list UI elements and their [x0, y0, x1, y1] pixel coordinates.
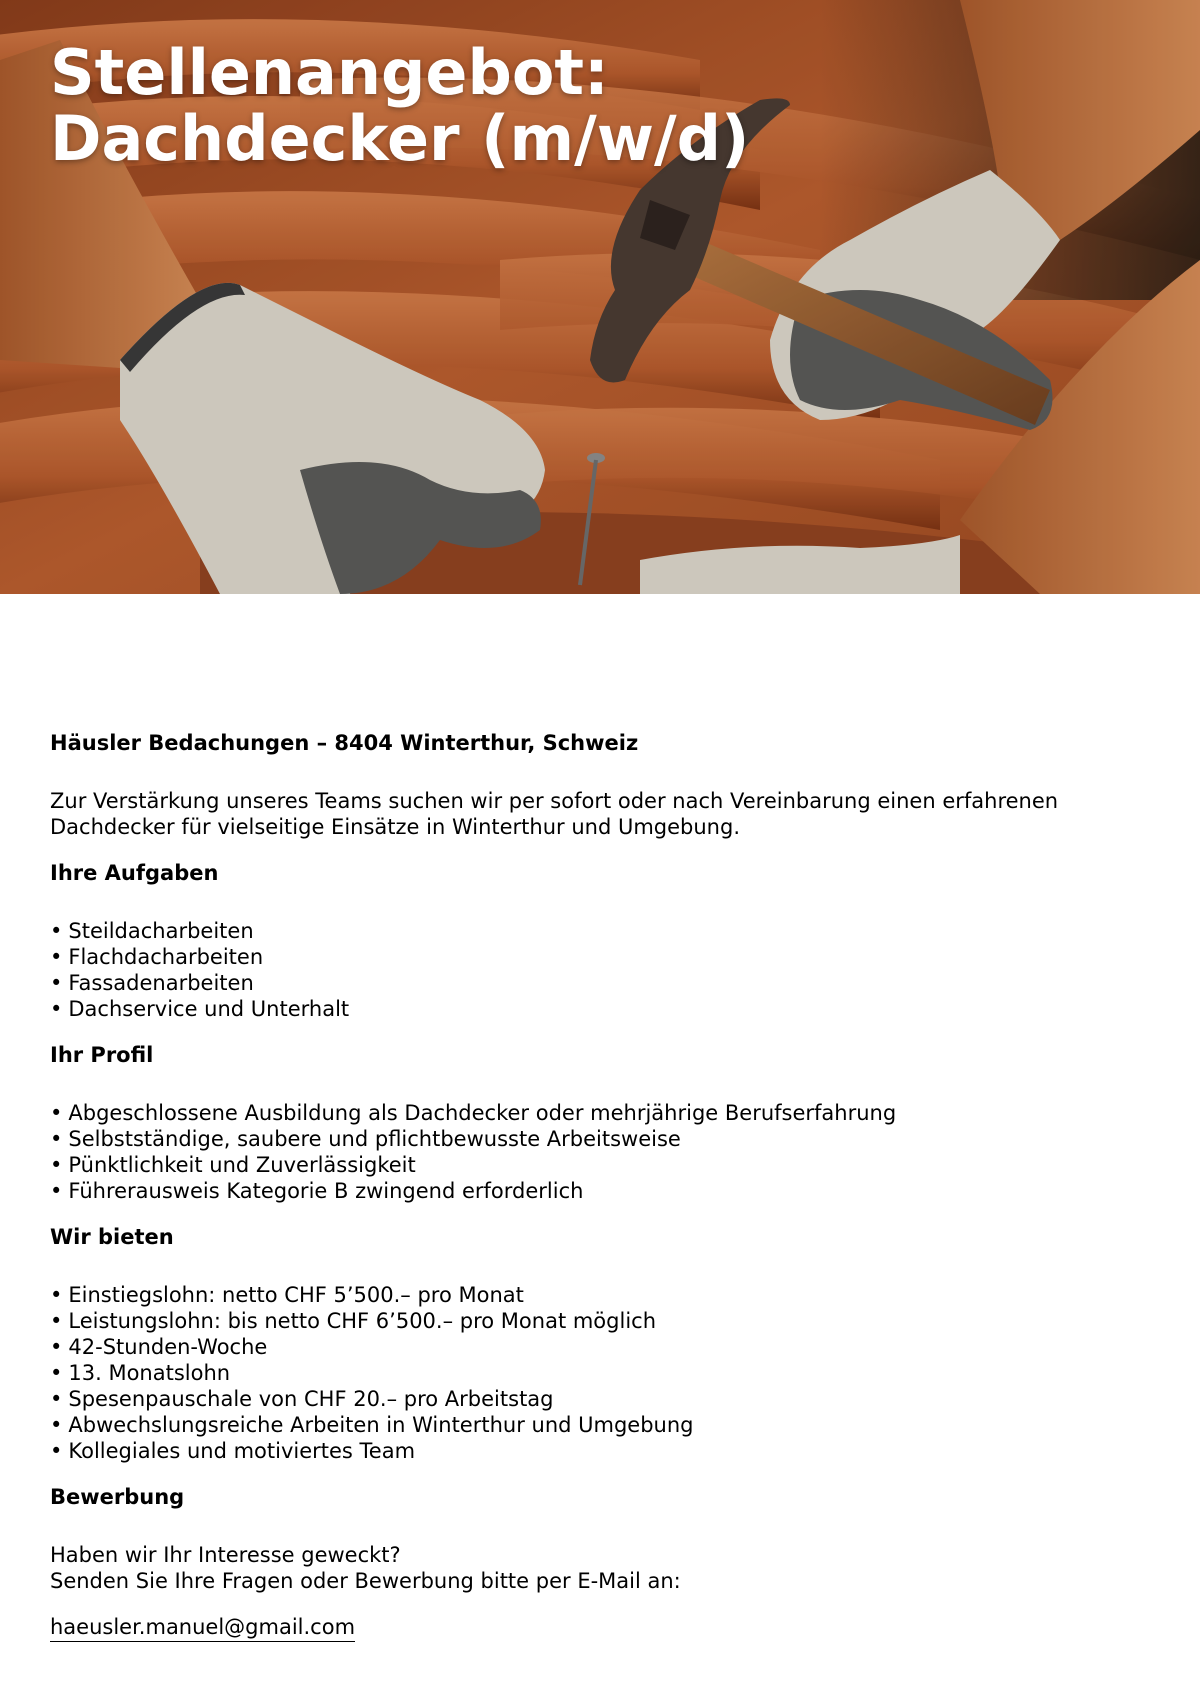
- hero-image: [0, 0, 1200, 594]
- bullet-icon: •: [50, 1387, 63, 1411]
- bullet-icon: •: [50, 1335, 63, 1359]
- list-item: • Fassadenarbeiten: [50, 971, 254, 995]
- bullet-icon: •: [50, 1127, 63, 1151]
- intro-line1: Zur Verstärkung unseres Teams suchen wir per sofort oder nach Vereinbarung einen erfahrenen: [50, 789, 1059, 813]
- application-line2: Senden Sie Ihre Fragen oder Bewerbung bitte per E-Mail an:: [50, 1569, 681, 1593]
- job-posting-content: [50, 730, 1150, 1642]
- list-item: • Selbstständige, saubere und pflichtbewusste Arbeitsweise: [50, 1127, 681, 1151]
- email-link[interactable]: haeusler.manuel@gmail.com: [50, 1614, 355, 1642]
- page-title-line2: Dachdecker (m/w/d): [50, 102, 750, 175]
- list-item: • Führerausweis Kategorie B zwingend erforderlich: [50, 1179, 584, 1203]
- application-line1: Haben wir Ihr Interesse geweckt?: [50, 1543, 401, 1567]
- bullet-icon: •: [50, 1283, 63, 1307]
- list-item: • Pünktlichkeit und Zuverlässigkeit: [50, 1153, 416, 1177]
- bullet-icon: •: [50, 1413, 63, 1437]
- list-item: • Steildacharbeiten: [50, 919, 254, 943]
- bullet-icon: •: [50, 997, 63, 1021]
- bullet-icon: •: [50, 1101, 63, 1125]
- bullet-icon: •: [50, 945, 63, 969]
- list-item: • Dachservice und Unterhalt: [50, 997, 350, 1021]
- list-item: • Kollegiales und motiviertes Team: [50, 1439, 416, 1463]
- offer-heading: Wir bieten: [50, 1225, 174, 1249]
- page-title-line1: Stellenangebot:: [50, 36, 609, 109]
- intro-text: [50, 788, 1150, 840]
- bullet-icon: •: [50, 1309, 63, 1333]
- bullet-icon: •: [50, 1439, 63, 1463]
- list-item: • Spesenpauschale von CHF 20.– pro Arbeitstag: [50, 1387, 554, 1411]
- list-item: • Flachdacharbeiten: [50, 945, 264, 969]
- bullet-icon: •: [50, 1179, 63, 1203]
- list-item: • 42-Stunden-Woche: [50, 1335, 268, 1359]
- list-item: • Einstiegslohn: netto CHF 5’500.– pro Monat: [50, 1283, 524, 1307]
- tasks-heading: Ihre Aufgaben: [50, 861, 219, 885]
- page-title: [50, 36, 750, 175]
- offer-list: [50, 1282, 1150, 1464]
- intro-line2: Dachdecker für vielseitige Einsätze in Winterthur und Umgebung.: [50, 815, 740, 839]
- application-heading: Bewerbung: [50, 1485, 185, 1509]
- bullet-icon: •: [50, 1153, 63, 1177]
- list-item: • Abgeschlossene Ausbildung als Dachdecker oder mehrjährige Berufserfahrung: [50, 1101, 897, 1125]
- bullet-icon: •: [50, 919, 63, 943]
- list-item: • Abwechslungsreiche Arbeiten in Winterthur und Umgebung: [50, 1413, 694, 1437]
- list-item: • 13. Monatslohn: [50, 1361, 231, 1385]
- company-line: Häusler Bedachungen – 8404 Winterthur, Schweiz: [50, 731, 639, 755]
- list-item: • Leistungslohn: bis netto CHF 6’500.– pro Monat möglich: [50, 1309, 657, 1333]
- profile-list: [50, 1100, 1150, 1204]
- profile-heading: Ihr Profil: [50, 1043, 154, 1067]
- tasks-list: [50, 918, 1150, 1022]
- bullet-icon: •: [50, 971, 63, 995]
- application-text: [50, 1542, 1150, 1594]
- bullet-icon: •: [50, 1361, 63, 1385]
